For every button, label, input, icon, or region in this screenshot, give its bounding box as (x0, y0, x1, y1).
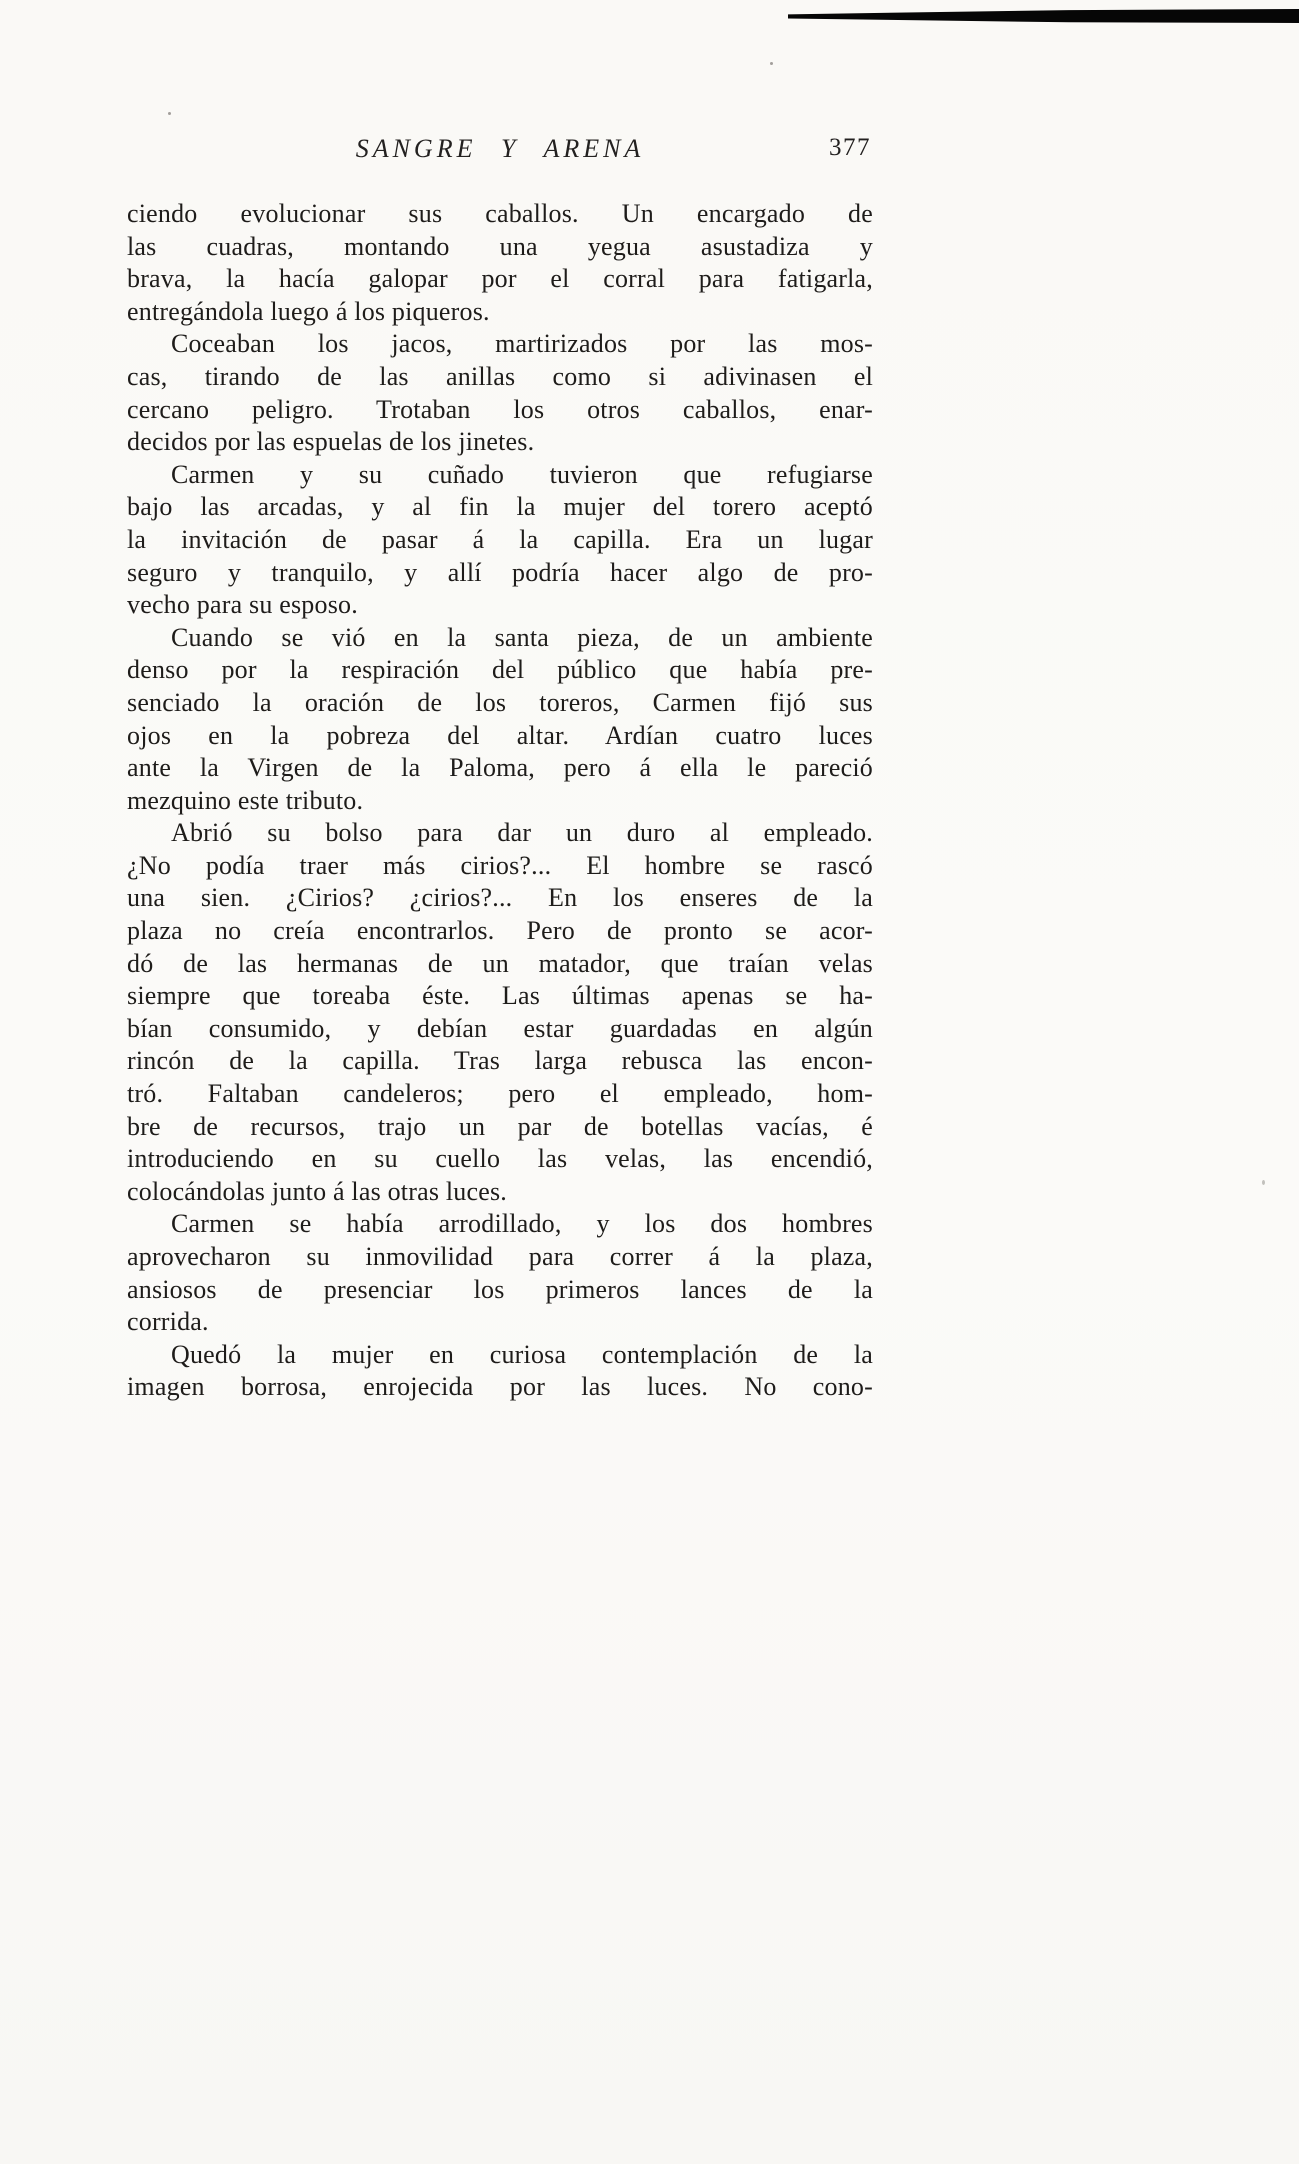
text-line: ¿No podía traer más cirios?... El hombre se rascó (127, 850, 873, 880)
text-line: introduciendo en su cuello las velas, las encendió, (127, 1144, 873, 1174)
text-line: brava, la hacía galopar por el corral para fatigarla, (127, 264, 873, 294)
text-line: bían consumido, y debían estar guardadas en algún (127, 1013, 873, 1043)
text-line: corrida. (127, 1307, 209, 1337)
text-line: ciendo evolucionar sus caballos. Un encargado de (127, 199, 873, 228)
text-line: ansiosos de presenciar los primeros lances de la (127, 1274, 873, 1304)
text-line: entregándola luego á los piqueros. (127, 296, 490, 326)
text-line: ojos en la pobreza del altar. Ardían cuatro luces (127, 720, 873, 750)
text-line: cas, tirando de las anillas como si adivinasen el (127, 361, 873, 391)
text-line: dó de las hermanas de un matador, que traían velas (127, 948, 873, 978)
scan-artifact-bar (788, 9, 1299, 23)
body-text (127, 198, 873, 1404)
text-line: bajo las arcadas, y al fin la mujer del torero aceptó (127, 492, 873, 522)
text-line: Quedó la mujer en curiosa contemplación de la (171, 1339, 873, 1369)
text-line: rincón de la capilla. Tras larga rebusca las encon- (127, 1046, 873, 1076)
text-line: siempre que toreaba éste. Las últimas apenas se ha- (127, 981, 873, 1011)
text-line: plaza no creía encontrarlos. Pero de pronto se acor- (127, 916, 873, 946)
text-line: bre de recursos, trajo un par de botellas vacías, é (127, 1111, 873, 1141)
text-line: aprovecharon su inmovilidad para correr á la plaza, (127, 1242, 873, 1271)
text-line: Cuando se vió en la santa pieza, de un ambiente (171, 622, 873, 652)
text-line: una sien. ¿Cirios? ¿cirios?... En los enseres de la (127, 883, 873, 913)
scan-speck (168, 112, 171, 115)
text-line: seguro y tranquilo, y allí podría hacer algo de pro- (127, 557, 873, 587)
text-line: denso por la respiración del público que había pre- (127, 655, 873, 685)
text-line: vecho para su esposo. (127, 590, 358, 620)
text-line: tró. Faltaban candeleros; pero el empleado, hom- (127, 1079, 873, 1109)
page-header (127, 134, 873, 174)
text-line: ante la Virgen de la Paloma, pero á ella le pareció (127, 753, 873, 783)
text-line: imagen borrosa, enrojecida por las luces. No cono- (127, 1372, 873, 1402)
text-line: Carmen y su cuñado tuvieron que refugiarse (171, 459, 873, 489)
text-line: decidos por las espuelas de los jinetes. (127, 427, 535, 457)
text-line: mezquino este tributo. (127, 785, 364, 815)
text-line: la invitación de pasar á la capilla. Era un lugar (127, 524, 873, 554)
scan-speck (1262, 1180, 1265, 1185)
text-line: Carmen se había arrodillado, y los dos hombres (171, 1209, 873, 1239)
running-title: SANGRE Y ARENA (355, 134, 645, 163)
text-line: senciado la oración de los toreros, Carmen fijó sus (127, 687, 873, 717)
text-line: colocándolas junto á las otras luces. (127, 1176, 507, 1206)
text-line: las cuadras, montando una yegua asustadiza y (127, 231, 873, 261)
page-number: 377 (829, 134, 871, 161)
scan-speck (770, 62, 773, 65)
text-line: Coceaban los jacos, martirizados por las mos- (171, 329, 873, 359)
text-line: cercano peligro. Trotaban los otros caballos, enar- (127, 394, 873, 424)
text-line: Abrió su bolso para dar un duro al empleado. (171, 818, 873, 848)
